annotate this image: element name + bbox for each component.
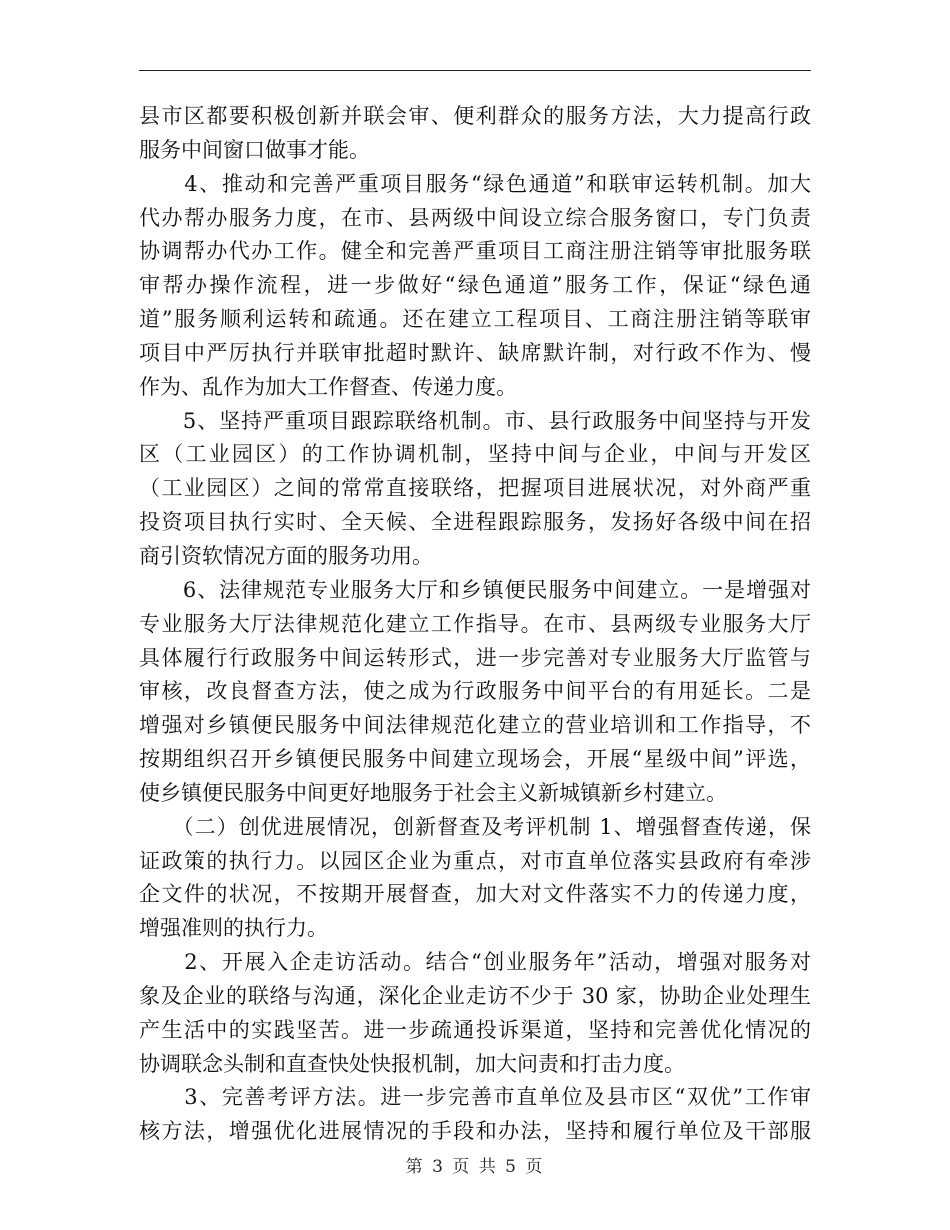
text-line: 3、完善考评方法。进一步完善市直单位及县市区“双优”工作审 <box>139 1085 811 1110</box>
text-line: 6、法律规范专业服务大厅和乡镇便民服务中间建立。一是增强对 <box>139 577 811 602</box>
text-line: 商引资软情况方面的服务功用。 <box>139 543 433 568</box>
text-line: 审帮办操作流程，进一步做好“绿色通道”服务工作，保证“绿色通 <box>139 273 811 298</box>
text-line: 4、推动和完善严重项目服务“绿色通道”和联审运转机制。加大 <box>139 171 811 196</box>
text-line: 协调帮办代办工作。健全和完善严重项目工商注册注销等审批服务联 <box>139 239 811 264</box>
text-line: 作为、乱作为加大工作督查、传递力度。 <box>139 374 517 399</box>
text-line: 核方法，增强优化进展情况的手段和办法，坚持和履行单位及干部服 <box>139 1119 811 1144</box>
text-line: 增强对乡镇便民服务中间法律规范化建立的营业培训和工作指导，不 <box>139 713 811 738</box>
text-line: 使乡镇便民服务中间更好地服务于社会主义新城镇新乡村建立。 <box>139 780 727 805</box>
header-rule <box>139 70 811 71</box>
text-line: 企文件的状况，不按期开展督查，加大对文件落实不力的传递力度， <box>139 882 811 907</box>
text-line: 服务中间窗口做事才能。 <box>139 137 370 162</box>
text-line: 项目中严厉执行并联审批超时默许、缺席默许制，对行政不作为、慢 <box>139 340 811 365</box>
text-line: 道”服务顺利运转和疏通。还在建立工程项目、工商注册注销等联审 <box>139 307 811 332</box>
text-line: 区（工业园区）的工作协调机制，坚持中间与企业，中间与开发区 <box>139 442 811 467</box>
document-body <box>139 100 811 1149</box>
text-line: 2、开展入企走访活动。结合“创业服务年”活动，增强对服务对 <box>139 950 811 975</box>
text-line: 具体履行行政服务中间运转形式，进一步完善对专业服务大厅监管与 <box>139 645 811 670</box>
text-line: 代办帮办服务力度，在市、县两级中间设立综合服务窗口，专门负责 <box>139 205 811 230</box>
text-line: 5、坚持严重项目跟踪联络机制。市、县行政服务中间坚持与开发 <box>139 408 811 433</box>
text-line: 县市区都要积极创新并联会审、便利群众的服务方法，大力提高行政 <box>139 104 811 128</box>
text-line: 协调联念头制和直查快处快报机制，加大问责和打击力度。 <box>139 1051 685 1076</box>
text-line: 投资项目执行实时、全天候、全进程跟踪服务，发扬好各级中间在招 <box>139 510 811 535</box>
text-line: 象及企业的联络与沟通，深化企业走访不少于 30 家，协助企业处理生 <box>139 983 811 1008</box>
text-line: 增强准则的执行力。 <box>139 916 328 941</box>
text-line: （工业园区）之间的常常直接联络，把握项目进展状况，对外商严重 <box>139 476 811 501</box>
page-footer: 第 3 页 共 5 页 <box>405 1157 545 1177</box>
text-line: 产生活中的实践坚苦。进一步疏通投诉渠道，坚持和完善优化情况的 <box>139 1017 811 1042</box>
text-line: （二）创优进展情况，创新督查及考评机制 1、增强督查传递，保 <box>139 814 811 839</box>
text-line: 专业服务大厅法律规范化建立工作指导。在市、县两级专业服务大厅 <box>139 611 811 636</box>
text-line: 按期组织召开乡镇便民服务中间建立现场会，开展“星级中间”评选， <box>139 747 811 772</box>
text-line: 审核，改良督查方法，使之成为行政服务中间平台的有用延长。二是 <box>139 679 811 704</box>
text-line: 证政策的执行力。以园区企业为重点，对市直单位落实县政府有牵涉 <box>139 848 811 873</box>
